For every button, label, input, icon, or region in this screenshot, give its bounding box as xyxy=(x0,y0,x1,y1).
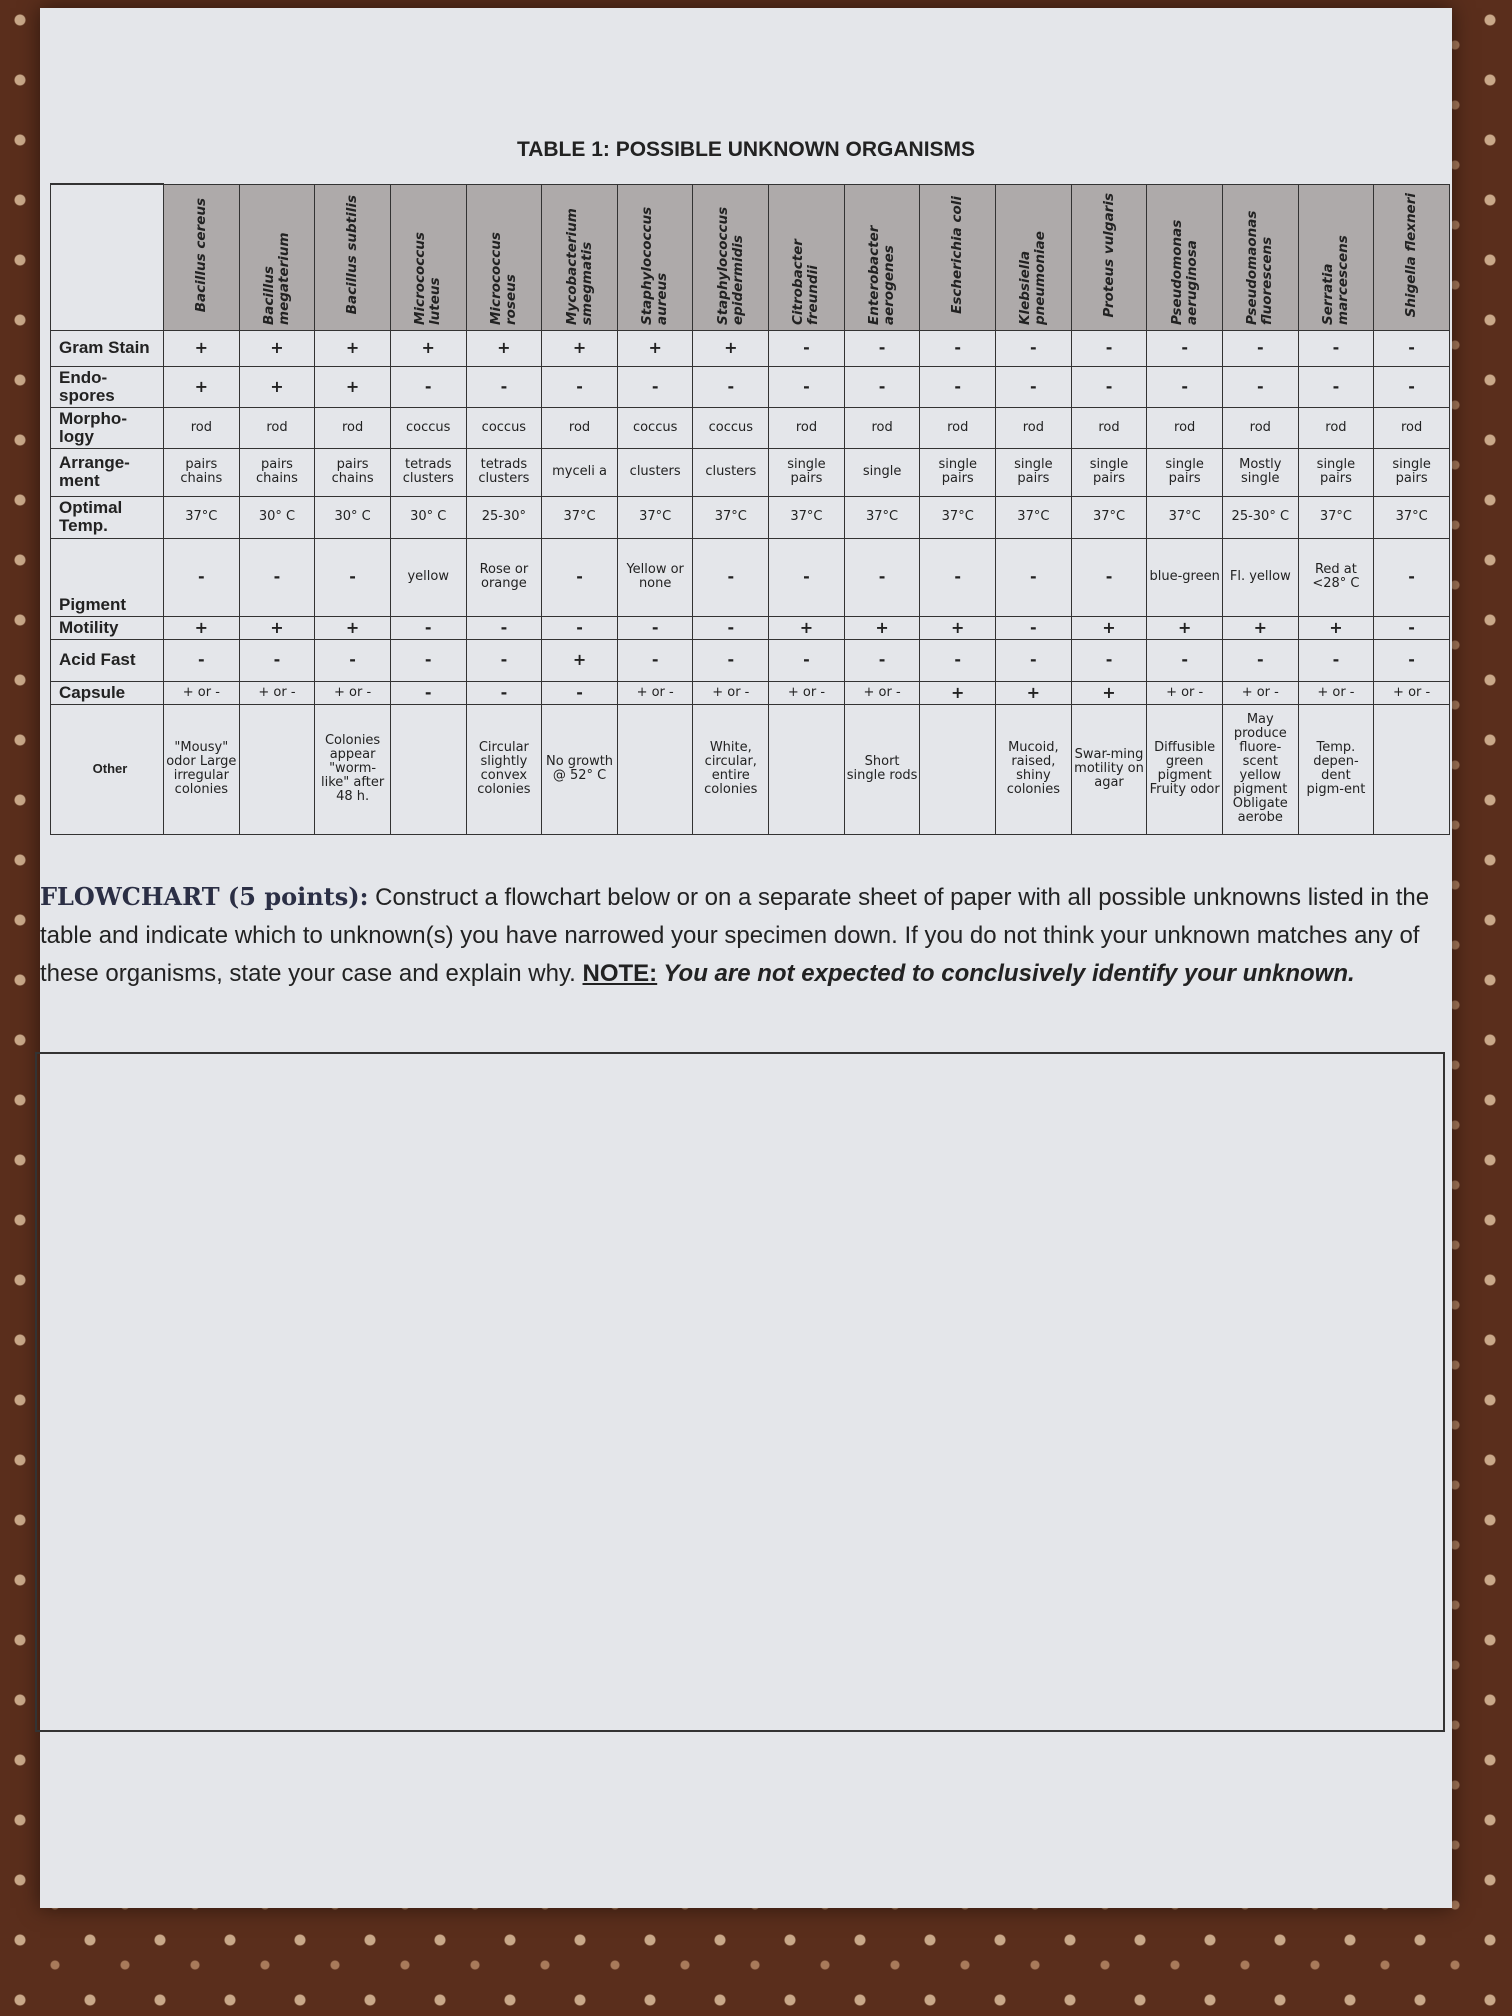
trait-value: + or - xyxy=(844,681,920,704)
trait-value: - xyxy=(390,366,466,407)
organism-header xyxy=(617,184,693,330)
trait-value: - xyxy=(844,538,920,616)
flowchart-body: Construct a flowchart below or on a separate sheet of paper with all possible unknowns listed in the table and indicate which to unknown(s) you have narrowed your specimen down. If you do not think your unknown matches any of these organisms, state your case and explain why. xyxy=(40,884,1430,987)
trait-value: - xyxy=(920,330,996,366)
organism-header xyxy=(239,184,315,330)
trait-value: rod xyxy=(1374,407,1450,448)
trait-value: rod xyxy=(542,407,618,448)
organism-header xyxy=(466,184,542,330)
trait-value: + xyxy=(996,681,1072,704)
trait-value: 37°C xyxy=(1071,496,1147,538)
trait-label: Arrange-ment xyxy=(51,448,164,496)
trait-value: Diffusible green pigment Fruity odor xyxy=(1147,704,1223,834)
trait-value: 37°C xyxy=(617,496,693,538)
organism-header xyxy=(164,184,240,330)
trait-value: - xyxy=(390,616,466,639)
trait-value: + xyxy=(239,330,315,366)
organism-name: Staphylococcus aureus xyxy=(639,206,671,325)
trait-value: Mucoid, raised, shiny colonies xyxy=(996,704,1072,834)
trait-value: - xyxy=(996,538,1072,616)
trait-value: rod xyxy=(239,407,315,448)
organism-name: Shigella flexneri xyxy=(1403,192,1420,318)
trait-value: - xyxy=(1071,366,1147,407)
trait-value: single pairs xyxy=(920,448,996,496)
trait-label: Capsule xyxy=(51,681,164,704)
trait-value: rod xyxy=(1222,407,1298,448)
trait-value: - xyxy=(1374,366,1450,407)
trait-row xyxy=(51,616,1450,639)
trait-value: - xyxy=(996,366,1072,407)
trait-value: + or - xyxy=(164,681,240,704)
trait-value: rod xyxy=(920,407,996,448)
table-title: TABLE 1: POSSIBLE UNKNOWN ORGANISMS xyxy=(516,138,976,161)
organism-header xyxy=(844,184,920,330)
trait-value: + xyxy=(239,366,315,407)
organism-name: Bacillus cereus xyxy=(192,197,209,313)
trait-value: single xyxy=(844,448,920,496)
trait-row xyxy=(51,448,1450,496)
trait-value: - xyxy=(466,639,542,681)
trait-row xyxy=(51,330,1450,366)
trait-value: - xyxy=(1071,330,1147,366)
trait-value: coccus xyxy=(617,407,693,448)
trait-value: - xyxy=(844,639,920,681)
trait-value: yellow xyxy=(390,538,466,616)
trait-value: single pairs xyxy=(1374,448,1450,496)
organism-header xyxy=(996,184,1072,330)
trait-value: + xyxy=(164,330,240,366)
trait-value: - xyxy=(1147,330,1223,366)
trait-label: Morpho-logy xyxy=(51,407,164,448)
trait-value: 37°C xyxy=(1147,496,1223,538)
trait-row xyxy=(51,639,1450,681)
organism-name: Micrococcus roseus xyxy=(487,232,519,325)
trait-value: 30° C xyxy=(239,496,315,538)
organism-header xyxy=(1374,184,1450,330)
organism-name: Serratia marcescens xyxy=(1319,235,1351,325)
organism-name: Proteus vulgaris xyxy=(1100,192,1117,318)
trait-value: - xyxy=(693,538,769,616)
trait-value: - xyxy=(390,639,466,681)
trait-row xyxy=(51,366,1450,407)
flowchart-instructions xyxy=(40,878,1440,993)
trait-value: + xyxy=(1071,616,1147,639)
organism-name: Mycobacterium smegmatis xyxy=(563,208,595,325)
trait-value: Red at <28° C xyxy=(1298,538,1374,616)
trait-value: Mostly single xyxy=(1222,448,1298,496)
trait-value: + xyxy=(164,366,240,407)
trait-value: - xyxy=(996,639,1072,681)
trait-value: - xyxy=(1374,330,1450,366)
trait-value: - xyxy=(1222,330,1298,366)
organism-name: Staphylococcus epidermidis xyxy=(714,206,746,325)
organism-name: Bacillus subtilis xyxy=(344,195,361,315)
trait-value: - xyxy=(920,538,996,616)
trait-value: + xyxy=(542,330,618,366)
trait-value: + or - xyxy=(315,681,391,704)
trait-value: + xyxy=(315,616,391,639)
trait-value xyxy=(769,704,845,834)
trait-value: May produce fluore-scent yellow pigment Obligate aerobe xyxy=(1222,704,1298,834)
trait-value: - xyxy=(542,538,618,616)
trait-value xyxy=(920,704,996,834)
flowchart-note-text: You are not expected to conclusively identify your unknown. xyxy=(657,960,1355,987)
trait-label: Motility xyxy=(51,616,164,639)
trait-value: clusters xyxy=(693,448,769,496)
trait-value: + xyxy=(617,330,693,366)
trait-value: Circular slightly convex colonies xyxy=(466,704,542,834)
trait-value: + or - xyxy=(239,681,315,704)
trait-value: single pairs xyxy=(1071,448,1147,496)
trait-value: 37°C xyxy=(164,496,240,538)
trait-value: pairs chains xyxy=(315,448,391,496)
trait-value: - xyxy=(996,616,1072,639)
trait-value: rod xyxy=(769,407,845,448)
trait-value: 30° C xyxy=(390,496,466,538)
trait-value: - xyxy=(844,366,920,407)
trait-value: No growth @ 52° C xyxy=(542,704,618,834)
trait-value: - xyxy=(920,639,996,681)
trait-value: - xyxy=(1298,366,1374,407)
trait-value: rod xyxy=(315,407,391,448)
trait-value: rod xyxy=(164,407,240,448)
trait-label: Other xyxy=(51,704,164,834)
trait-value: pairs chains xyxy=(164,448,240,496)
trait-value: 37°C xyxy=(996,496,1072,538)
trait-value: myceli a xyxy=(542,448,618,496)
trait-value: + xyxy=(1147,616,1223,639)
trait-value: Yellow or none xyxy=(617,538,693,616)
trait-value: rod xyxy=(996,407,1072,448)
trait-value: + xyxy=(239,616,315,639)
organisms-table xyxy=(50,183,1450,835)
organism-header xyxy=(1147,184,1223,330)
trait-value: blue-green xyxy=(1147,538,1223,616)
trait-value: Short single rods xyxy=(844,704,920,834)
trait-label: Optimal Temp. xyxy=(51,496,164,538)
trait-value: - xyxy=(1298,330,1374,366)
organism-header xyxy=(769,184,845,330)
trait-row xyxy=(51,407,1450,448)
organism-name: Escherichia coli xyxy=(949,196,966,314)
trait-value: - xyxy=(466,616,542,639)
trait-value: - xyxy=(1222,366,1298,407)
trait-value: pairs chains xyxy=(239,448,315,496)
trait-value xyxy=(390,704,466,834)
trait-value: + xyxy=(1071,681,1147,704)
trait-value: - xyxy=(769,366,845,407)
table-corner xyxy=(51,184,164,330)
trait-value: - xyxy=(390,681,466,704)
trait-value: 37°C xyxy=(844,496,920,538)
organism-name: Klebsiella pneumoniae xyxy=(1017,231,1049,325)
organism-header xyxy=(920,184,996,330)
trait-value: - xyxy=(315,639,391,681)
trait-value: 30° C xyxy=(315,496,391,538)
trait-value: + xyxy=(315,366,391,407)
trait-value: rod xyxy=(844,407,920,448)
trait-value: - xyxy=(693,366,769,407)
trait-value: + or - xyxy=(617,681,693,704)
trait-value: + xyxy=(920,616,996,639)
trait-value: - xyxy=(693,616,769,639)
trait-value: - xyxy=(617,639,693,681)
trait-value: - xyxy=(1147,366,1223,407)
trait-label: Acid Fast xyxy=(51,639,164,681)
trait-value: + or - xyxy=(1298,681,1374,704)
trait-value: - xyxy=(1374,639,1450,681)
trait-value: - xyxy=(164,639,240,681)
organism-name: Enterobacter aerogenes xyxy=(866,225,898,325)
organism-name: Pseudomaonas fluorescens xyxy=(1244,210,1276,325)
trait-value: + xyxy=(164,616,240,639)
trait-value: 37°C xyxy=(1374,496,1450,538)
trait-value: rod xyxy=(1147,407,1223,448)
trait-value: - xyxy=(542,616,618,639)
trait-value: + xyxy=(1222,616,1298,639)
trait-value: - xyxy=(996,330,1072,366)
trait-value: - xyxy=(769,538,845,616)
trait-value xyxy=(617,704,693,834)
trait-value: coccus xyxy=(466,407,542,448)
organism-header xyxy=(1222,184,1298,330)
organism-name: Bacillus megaterium xyxy=(260,232,292,325)
trait-value xyxy=(1374,704,1450,834)
trait-value: - xyxy=(1298,639,1374,681)
trait-value: + xyxy=(390,330,466,366)
trait-value: White, circular, entire colonies xyxy=(693,704,769,834)
trait-value: - xyxy=(769,639,845,681)
worksheet-page xyxy=(40,8,1452,1908)
trait-value: + or - xyxy=(1374,681,1450,704)
trait-value: Fl. yellow xyxy=(1222,538,1298,616)
trait-value: Temp. depen-dent pigm-ent xyxy=(1298,704,1374,834)
trait-value: - xyxy=(239,639,315,681)
trait-value: - xyxy=(1071,639,1147,681)
trait-value: - xyxy=(617,616,693,639)
trait-row xyxy=(51,538,1450,616)
trait-value: - xyxy=(1222,639,1298,681)
trait-value: + xyxy=(466,330,542,366)
trait-value: - xyxy=(1071,538,1147,616)
trait-value: - xyxy=(239,538,315,616)
organism-name: Pseudomonas aeruginosa xyxy=(1168,219,1200,325)
trait-value: 37°C xyxy=(1298,496,1374,538)
trait-value: rod xyxy=(1071,407,1147,448)
trait-value: Colonies appear "worm-like" after 48 h. xyxy=(315,704,391,834)
trait-value: single pairs xyxy=(996,448,1072,496)
trait-value: - xyxy=(920,366,996,407)
trait-value: + xyxy=(542,639,618,681)
trait-row xyxy=(51,496,1450,538)
organism-name: Citrobacter freundii xyxy=(790,239,822,325)
trait-value: - xyxy=(1374,616,1450,639)
flowchart-note-label: NOTE: xyxy=(582,960,658,987)
organism-header xyxy=(1071,184,1147,330)
trait-value: 25-30° C xyxy=(1222,496,1298,538)
trait-label: Gram Stain xyxy=(51,330,164,366)
trait-value: + or - xyxy=(1147,681,1223,704)
organism-header xyxy=(693,184,769,330)
organism-name: Micrococcus luteus xyxy=(412,232,444,325)
trait-value: - xyxy=(542,366,618,407)
trait-value: Rose or orange xyxy=(466,538,542,616)
trait-label: Endo-spores xyxy=(51,366,164,407)
trait-value: single pairs xyxy=(1147,448,1223,496)
trait-value: clusters xyxy=(617,448,693,496)
trait-value: - xyxy=(1147,639,1223,681)
trait-value: single pairs xyxy=(769,448,845,496)
trait-value: - xyxy=(164,538,240,616)
flowchart-answer-box[interactable] xyxy=(35,1052,1445,1732)
trait-value: 37°C xyxy=(542,496,618,538)
trait-value: + or - xyxy=(693,681,769,704)
trait-row xyxy=(51,704,1450,834)
trait-row xyxy=(51,681,1450,704)
trait-value: - xyxy=(466,681,542,704)
trait-value: coccus xyxy=(693,407,769,448)
trait-value: Swar-ming motility on agar xyxy=(1071,704,1147,834)
trait-value: single pairs xyxy=(1298,448,1374,496)
organism-header xyxy=(1298,184,1374,330)
trait-value: coccus xyxy=(390,407,466,448)
trait-value: 37°C xyxy=(693,496,769,538)
trait-value: - xyxy=(617,366,693,407)
flowchart-heading: FLOWCHART (5 points): xyxy=(40,882,369,911)
trait-value: + xyxy=(844,616,920,639)
trait-value: "Mousy" odor Large irregular colonies xyxy=(164,704,240,834)
trait-value xyxy=(239,704,315,834)
trait-value: - xyxy=(769,330,845,366)
trait-value: tetrads clusters xyxy=(466,448,542,496)
trait-value: + or - xyxy=(1222,681,1298,704)
trait-value: + xyxy=(315,330,391,366)
trait-value: - xyxy=(693,639,769,681)
trait-value: + xyxy=(693,330,769,366)
trait-value: + xyxy=(769,616,845,639)
organism-header xyxy=(542,184,618,330)
trait-value: + xyxy=(1298,616,1374,639)
trait-value: - xyxy=(1374,538,1450,616)
trait-value: 37°C xyxy=(769,496,845,538)
trait-value: - xyxy=(844,330,920,366)
organism-header-row xyxy=(51,184,1450,330)
trait-value: + xyxy=(920,681,996,704)
trait-value: - xyxy=(466,366,542,407)
trait-value: tetrads clusters xyxy=(390,448,466,496)
trait-value: 37°C xyxy=(920,496,996,538)
organism-header xyxy=(390,184,466,330)
trait-label: Pigment xyxy=(51,538,164,616)
trait-value: 25-30° xyxy=(466,496,542,538)
trait-value: + or - xyxy=(769,681,845,704)
trait-value: rod xyxy=(1298,407,1374,448)
organism-header xyxy=(315,184,391,330)
trait-value: - xyxy=(315,538,391,616)
trait-value: - xyxy=(542,681,618,704)
